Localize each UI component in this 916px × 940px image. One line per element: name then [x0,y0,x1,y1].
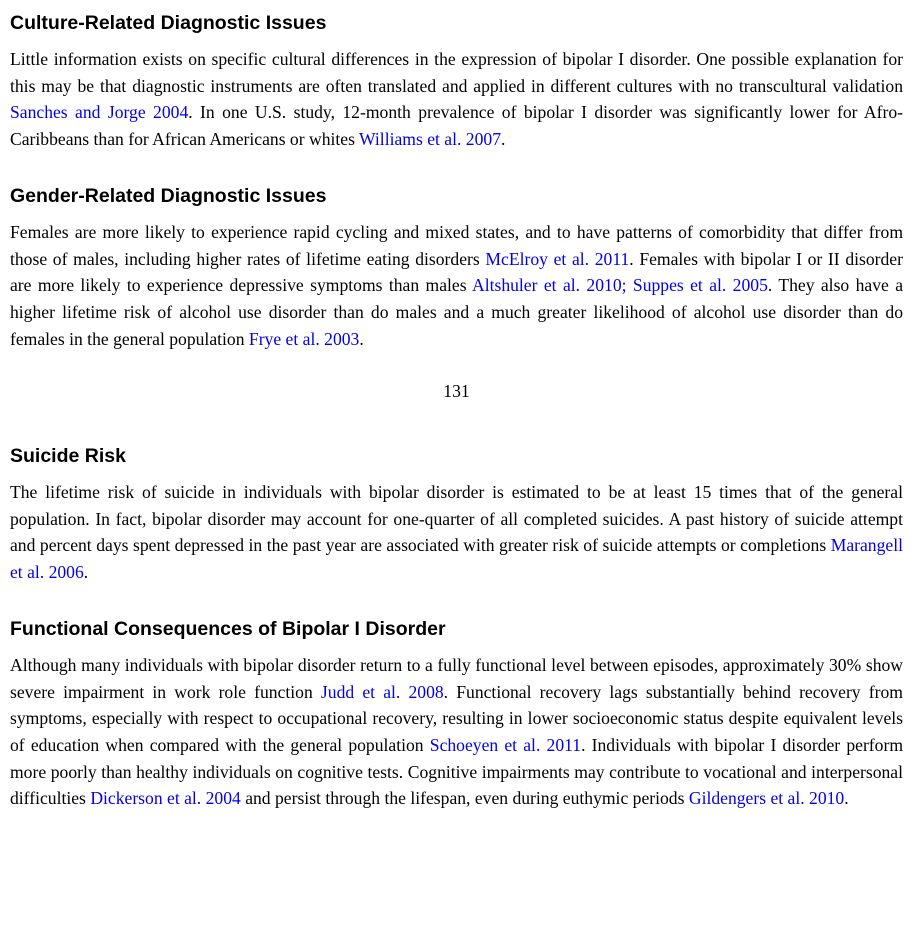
paragraph-text: and persist through the lifespan, even during euthymic periods [240,788,689,809]
paragraph-text: Although many individuals with bipolar disorder return to a fully functional level between episodes, approximately 30% show severe impairment in work role function [10,654,903,702]
citation-link[interactable]: Dickerson et al. 2004 [90,788,241,809]
section-paragraph [10,219,903,353]
paragraph-text: . [501,129,506,150]
paragraph-text: . [844,788,849,809]
paragraph-text: Females are more likely to experience rapid cycling and mixed states, and to have patterns of comorbidity that differ from those of males, including higher rates of lifetime eating disorders [10,221,903,269]
paragraph-text: . Females with bipolar I or II disorder are more likely to experience depressive symptoms than males [10,248,903,296]
section-heading: Gender-Related Diagnostic Issues [10,184,327,207]
citation-link[interactable]: Gildengers et al. 2010 [688,788,845,809]
paragraph-text: . Functional recovery lags substantially behind recovery from symptoms, especially with respect to occupational recovery, resulting in lower socioeconomic status despite equivalent levels of education when compared with the general population [10,681,903,755]
section-heading: Culture-Related Diagnostic Issues [10,12,327,34]
section-paragraph [10,479,903,586]
citation-link[interactable]: Judd et al. 2008 [320,681,444,702]
paragraph-text: . [359,328,364,349]
paragraph-text: . They also have a higher lifetime risk of alcohol use disorder than do males and a much greater likelihood of alcohol use disorder than do females in the general population [10,275,904,349]
citation-link[interactable]: Altshuler et al. 2010; [472,275,627,296]
paragraph-text: . In one U.S. study, 12-month prevalence of bipolar I disorder was significantly lower for Afro-Caribbeans than for African Americans or whites [10,102,903,150]
citation-link[interactable]: Sanches and Jorge 2004 [10,102,189,123]
section-heading: Functional Consequences of Bipolar I Disorder [10,617,446,640]
citation-link[interactable]: Suppes et al. 2005 [632,275,768,296]
citation-link[interactable]: McElroy et al. 2011 [485,248,630,269]
citation-link[interactable]: Schoeyen et al. 2011 [429,734,582,755]
paragraph-text: The lifetime risk of suicide in individuals with bipolar disorder is estimated to be at least 15 times that of the general population. In fact, bipolar disorder may account for one-quarter of all completed suicides. A past history of suicide attempt and percent days spent depressed in the past year are associated with greater risk of suicide attempts or completions [10,482,903,556]
document-content [10,12,903,812]
section-heading: Suicide Risk [10,445,126,468]
section-paragraph [10,652,903,812]
paragraph-text: Little information exists on specific cultural differences in the expression of bipolar I disorder. One possible explanation for this may be that diagnostic instruments are often translated and applied in different cultures with no transcultural validation [10,49,903,96]
citation-link[interactable]: Frye et al. 2003 [248,328,360,349]
section-paragraph [10,46,903,153]
page-number: 131 [443,381,470,402]
paragraph-text: . Individuals with bipolar I disorder perform more poorly than healthy individuals on cognitive tests. Cognitive impairments may contribute to vocational and interpersonal difficulties [10,734,904,809]
paragraph-text: . [83,562,89,583]
citation-link[interactable]: Marangell et al. 2006 [10,535,903,583]
citation-link[interactable]: Williams et al. 2007 [359,129,501,150]
